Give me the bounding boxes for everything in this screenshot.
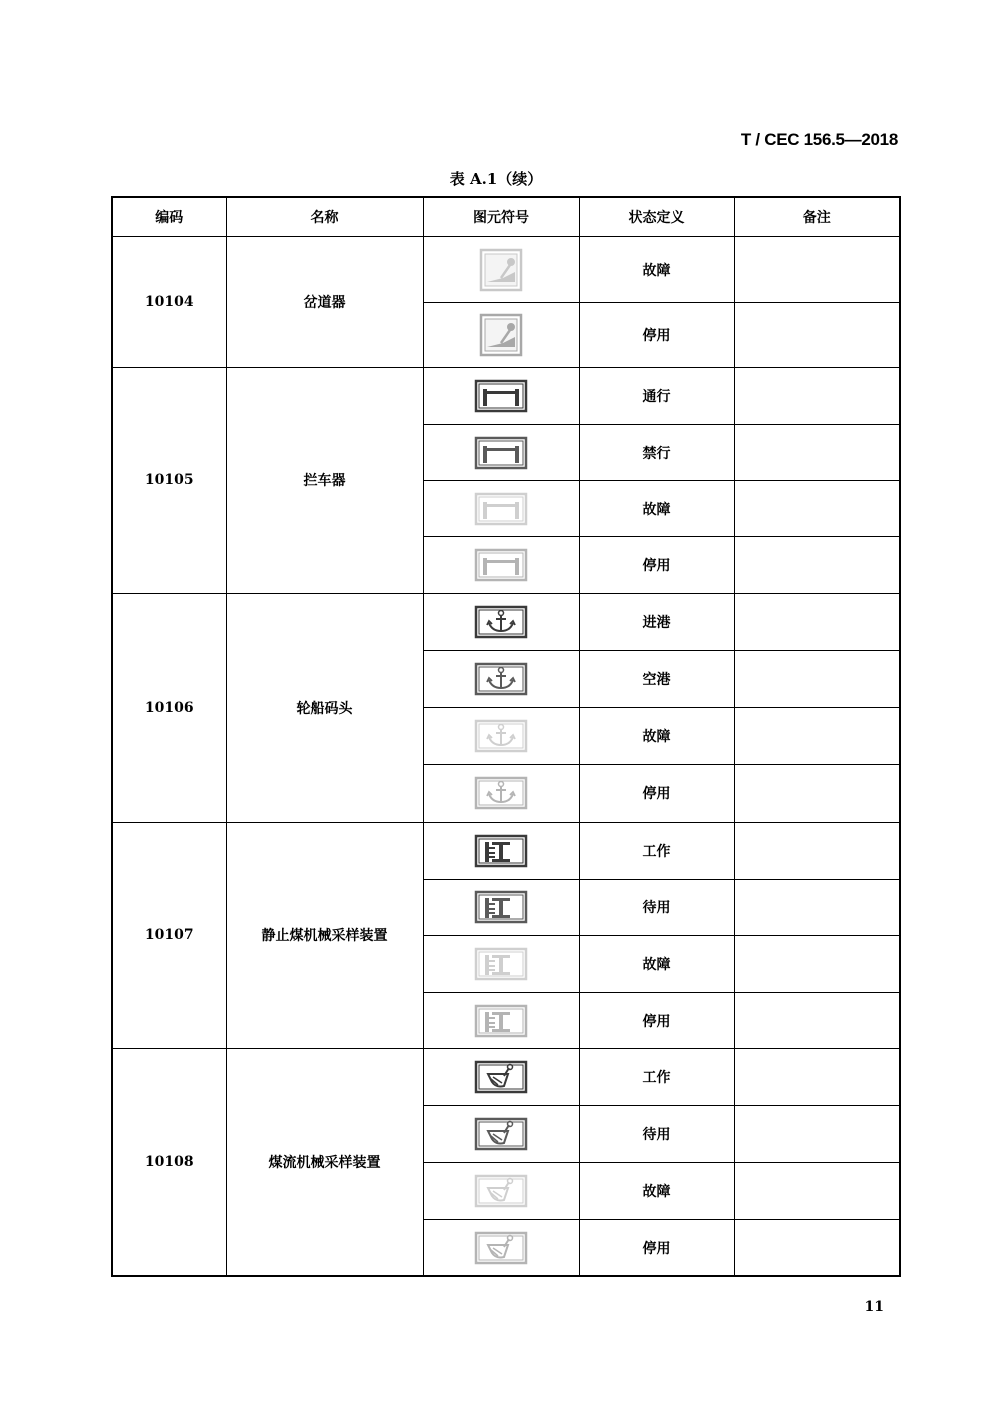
state-definition: 停用 xyxy=(579,303,734,368)
state-definition: 停用 xyxy=(579,764,734,822)
remark-cell xyxy=(734,237,900,303)
remark-cell xyxy=(734,537,900,593)
car-stopper-icon xyxy=(474,548,528,582)
remark-cell xyxy=(734,1220,900,1276)
symbol-cell xyxy=(423,707,579,764)
table-row xyxy=(112,368,900,425)
state-definition: 工作 xyxy=(579,822,734,879)
table-row xyxy=(112,237,900,303)
device-code: 10105 xyxy=(112,368,226,593)
page-number: 11 xyxy=(864,1299,884,1315)
state-definition: 停用 xyxy=(579,1220,734,1276)
symbol-cell xyxy=(423,481,579,537)
remark-cell xyxy=(734,1106,900,1163)
symbol-cell xyxy=(423,593,579,650)
remark-cell xyxy=(734,1049,900,1106)
state-definition: 待用 xyxy=(579,1106,734,1163)
device-name: 煤流机械采样装置 xyxy=(226,1049,423,1276)
standard-code: T / CEC 156.5—2018 xyxy=(740,130,898,149)
static-sampler-icon xyxy=(474,1004,528,1038)
remark-cell xyxy=(734,368,900,425)
device-name: 岔道器 xyxy=(226,237,423,368)
symbol-cell xyxy=(423,425,579,481)
column-header-state: 状态定义 xyxy=(579,197,734,237)
device-name: 拦车器 xyxy=(226,368,423,593)
state-definition: 停用 xyxy=(579,993,734,1049)
anchor-icon xyxy=(474,719,528,753)
car-stopper-icon xyxy=(474,492,528,526)
table-row xyxy=(112,593,900,650)
state-definition: 故障 xyxy=(579,237,734,303)
state-definition: 故障 xyxy=(579,935,734,992)
device-name: 轮船码头 xyxy=(226,593,423,822)
state-definition: 通行 xyxy=(579,368,734,425)
flow-sampler-icon xyxy=(474,1060,528,1094)
state-definition: 待用 xyxy=(579,879,734,935)
symbol-cell xyxy=(423,368,579,425)
flow-sampler-icon xyxy=(474,1117,528,1151)
car-stopper-icon xyxy=(474,436,528,470)
remark-cell xyxy=(734,764,900,822)
anchor-icon xyxy=(474,662,528,696)
symbol-cell xyxy=(423,650,579,707)
state-definition: 停用 xyxy=(579,537,734,593)
symbol-cell xyxy=(423,1220,579,1276)
remark-cell xyxy=(734,593,900,650)
symbol-cell xyxy=(423,993,579,1049)
column-header-code: 编码 xyxy=(112,197,226,237)
state-definition: 工作 xyxy=(579,1049,734,1106)
table-row xyxy=(112,822,900,879)
turnout-icon xyxy=(479,313,523,357)
table-title: 表 A.1（续） xyxy=(449,170,543,188)
remark-cell xyxy=(734,707,900,764)
device-name: 静止煤机械采样装置 xyxy=(226,822,423,1048)
static-sampler-icon xyxy=(474,947,528,981)
device-code: 10106 xyxy=(112,593,226,822)
flow-sampler-icon xyxy=(474,1174,528,1208)
remark-cell xyxy=(734,935,900,992)
remark-cell xyxy=(734,481,900,537)
symbol-cell xyxy=(423,237,579,303)
state-definition: 空港 xyxy=(579,650,734,707)
state-definition: 禁行 xyxy=(579,425,734,481)
device-code: 10107 xyxy=(112,822,226,1048)
remark-cell xyxy=(734,1163,900,1220)
state-definition: 进港 xyxy=(579,593,734,650)
car-stopper-icon xyxy=(474,379,528,413)
symbol-cell xyxy=(423,1106,579,1163)
remark-cell xyxy=(734,650,900,707)
symbol-cell xyxy=(423,764,579,822)
table-body xyxy=(112,237,900,1277)
symbol-cell xyxy=(423,879,579,935)
table-row xyxy=(112,1049,900,1106)
remark-cell xyxy=(734,303,900,368)
symbol-cell xyxy=(423,822,579,879)
device-code: 10108 xyxy=(112,1049,226,1276)
column-header-remark: 备注 xyxy=(734,197,900,237)
turnout-icon xyxy=(479,248,523,292)
symbol-cell xyxy=(423,1049,579,1106)
remark-cell xyxy=(734,425,900,481)
symbol-cell xyxy=(423,537,579,593)
remark-cell xyxy=(734,879,900,935)
symbol-table xyxy=(111,196,901,1277)
remark-cell xyxy=(734,822,900,879)
flow-sampler-icon xyxy=(474,1231,528,1265)
device-code: 10104 xyxy=(112,237,226,368)
state-definition: 故障 xyxy=(579,1163,734,1220)
column-header-name: 名称 xyxy=(226,197,423,237)
remark-cell xyxy=(734,993,900,1049)
static-sampler-icon xyxy=(474,834,528,868)
static-sampler-icon xyxy=(474,890,528,924)
anchor-icon xyxy=(474,605,528,639)
symbol-cell xyxy=(423,1163,579,1220)
state-definition: 故障 xyxy=(579,481,734,537)
table-header-row xyxy=(112,197,900,237)
anchor-icon xyxy=(474,776,528,810)
symbol-cell xyxy=(423,303,579,368)
column-header-symbol: 图元符号 xyxy=(423,197,579,237)
state-definition: 故障 xyxy=(579,707,734,764)
symbol-cell xyxy=(423,935,579,992)
